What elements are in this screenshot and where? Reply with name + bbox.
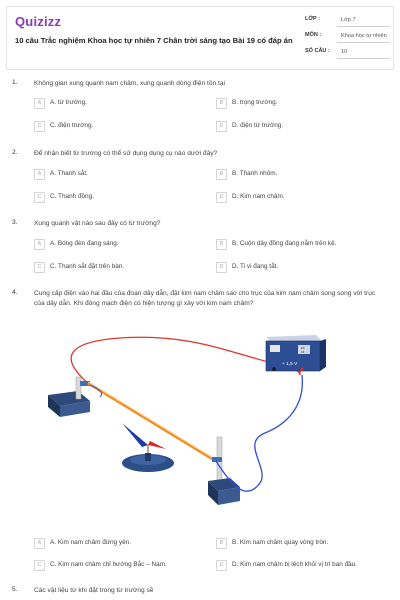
option-letter-box: C: [34, 121, 45, 132]
meta-subject-row: [305, 29, 393, 44]
option-text: C. Thanh đồng.: [50, 193, 94, 200]
option-letter-box: D: [216, 560, 227, 571]
option-text: B. Cuộn dây đồng đang nằm trên kệ.: [232, 240, 337, 247]
option-a[interactable]: [34, 168, 88, 180]
power-supply-small-label-2: Off: [301, 351, 305, 354]
blue-wire: [216, 375, 302, 491]
option-text: A. Bóng đèn đang sáng.: [50, 240, 119, 247]
circuit-illustration: [30, 333, 350, 531]
question-number: 3.: [12, 219, 18, 226]
right-clip: [212, 457, 222, 462]
option-letter-box: D: [216, 192, 227, 203]
meta-subject-value: Khoa học tự nhiên: [337, 29, 390, 43]
power-supply-voltage: + 1,5 V: [282, 362, 298, 367]
compass-needle-blue: [122, 423, 148, 447]
option-d[interactable]: [216, 261, 278, 273]
option-text: D. Ti vi đang tắt.: [232, 263, 279, 270]
compass-stem: [145, 453, 151, 461]
option-text: D. điện từ trường.: [232, 122, 284, 129]
option-letter-box: A: [34, 169, 45, 180]
option-text: C. Kim nam châm chỉ hướng Bắc – Nam.: [50, 561, 167, 568]
option-c[interactable]: [34, 120, 93, 132]
option-text: A. Kim nam châm đứng yên.: [50, 539, 132, 546]
option-text: A. Thanh sắt.: [50, 170, 88, 177]
question-text: Các vật liệu từ khi đặt trong từ trường sẽ: [34, 587, 154, 594]
worksheet-header: [6, 6, 394, 70]
option-letter-box: D: [216, 262, 227, 273]
left-stand-pole: [76, 377, 81, 399]
option-text: D. Kim nam châm bị lệch khỏi vị trí ban đầu.: [232, 561, 358, 568]
option-letter-box: A: [34, 538, 45, 549]
meta-class-row: [305, 13, 393, 28]
question-number: 4.: [12, 289, 18, 296]
option-b[interactable]: [216, 97, 277, 109]
meta-class-value: Lớp 7: [337, 13, 390, 27]
option-text: B. Kim nam châm quay vòng tròn.: [232, 539, 329, 546]
power-supply-small-label-1: Đổi: [301, 347, 305, 350]
option-d[interactable]: [216, 559, 357, 571]
option-a[interactable]: [34, 97, 87, 109]
option-b[interactable]: [216, 238, 336, 250]
meta-count-value: 10: [337, 45, 390, 59]
meta-subject-label: MÔN :: [305, 32, 322, 38]
option-letter-box: C: [34, 192, 45, 203]
option-text: B. trọng trường.: [232, 99, 278, 106]
option-letter-box: B: [216, 239, 227, 250]
question-text: Xung quanh vật nào sau đây có từ trường?: [34, 220, 161, 227]
question-text: Không gian xung quanh nam châm, xung quanh dòng điện tồn tại: [34, 80, 225, 87]
meta-class-label: LỚP :: [305, 16, 320, 22]
worksheet-title: 10 câu Trắc nghiệm Khoa học tự nhiên 7 Chân trời sáng tạo Bài 19 có đáp án: [15, 36, 293, 45]
question-text: Cung cấp điện vào hai đầu của đoạn dây dẫn, đặt kim nam châm sao cho trục của kim nam châm song song với trục của dây dẫn. Khi đóng mạch điện có hiện tượng gì xảy với kim nam châm?: [34, 290, 376, 307]
option-text: D. Kim nam châm.: [232, 193, 285, 200]
power-supply: [266, 335, 326, 371]
option-text: A. từ trường.: [50, 99, 87, 106]
question-number: 2.: [12, 149, 18, 156]
compass-needle-red: [148, 441, 166, 449]
option-d[interactable]: [216, 191, 285, 203]
orange-rod: [88, 383, 216, 461]
option-a[interactable]: [34, 537, 131, 549]
option-c[interactable]: [34, 191, 94, 203]
option-text: C. Thanh sắt đặt trên bàn.: [50, 263, 125, 270]
option-c[interactable]: [34, 261, 124, 273]
option-b[interactable]: [216, 168, 277, 180]
question-number: 1.: [12, 79, 18, 86]
option-a[interactable]: [34, 238, 119, 250]
question-text: Để nhận biết từ trường có thể sử dụng dụng cụ nào dưới đây?: [34, 150, 218, 157]
option-letter-box: C: [34, 560, 45, 571]
red-wire: [71, 337, 300, 385]
orange-rod-highlight: [88, 382, 216, 460]
option-letter-box: C: [34, 262, 45, 273]
quizizz-logo: Quizizz: [15, 14, 62, 29]
question-number: 5.: [12, 586, 18, 593]
option-d[interactable]: [216, 120, 283, 132]
option-text: B. Thanh nhôm.: [232, 170, 278, 177]
option-letter-box: B: [216, 538, 227, 549]
option-letter-box: B: [216, 98, 227, 109]
option-letter-box: A: [34, 239, 45, 250]
option-letter-box: D: [216, 121, 227, 132]
option-b[interactable]: [216, 537, 328, 549]
option-letter-box: A: [34, 98, 45, 109]
option-c[interactable]: [34, 559, 167, 571]
option-letter-box: B: [216, 169, 227, 180]
option-text: C. điện trường.: [50, 122, 94, 129]
circuit-figure: [30, 333, 350, 531]
meta-count-row: [305, 45, 393, 60]
meta-count-label: SỐ CÂU :: [305, 48, 330, 54]
